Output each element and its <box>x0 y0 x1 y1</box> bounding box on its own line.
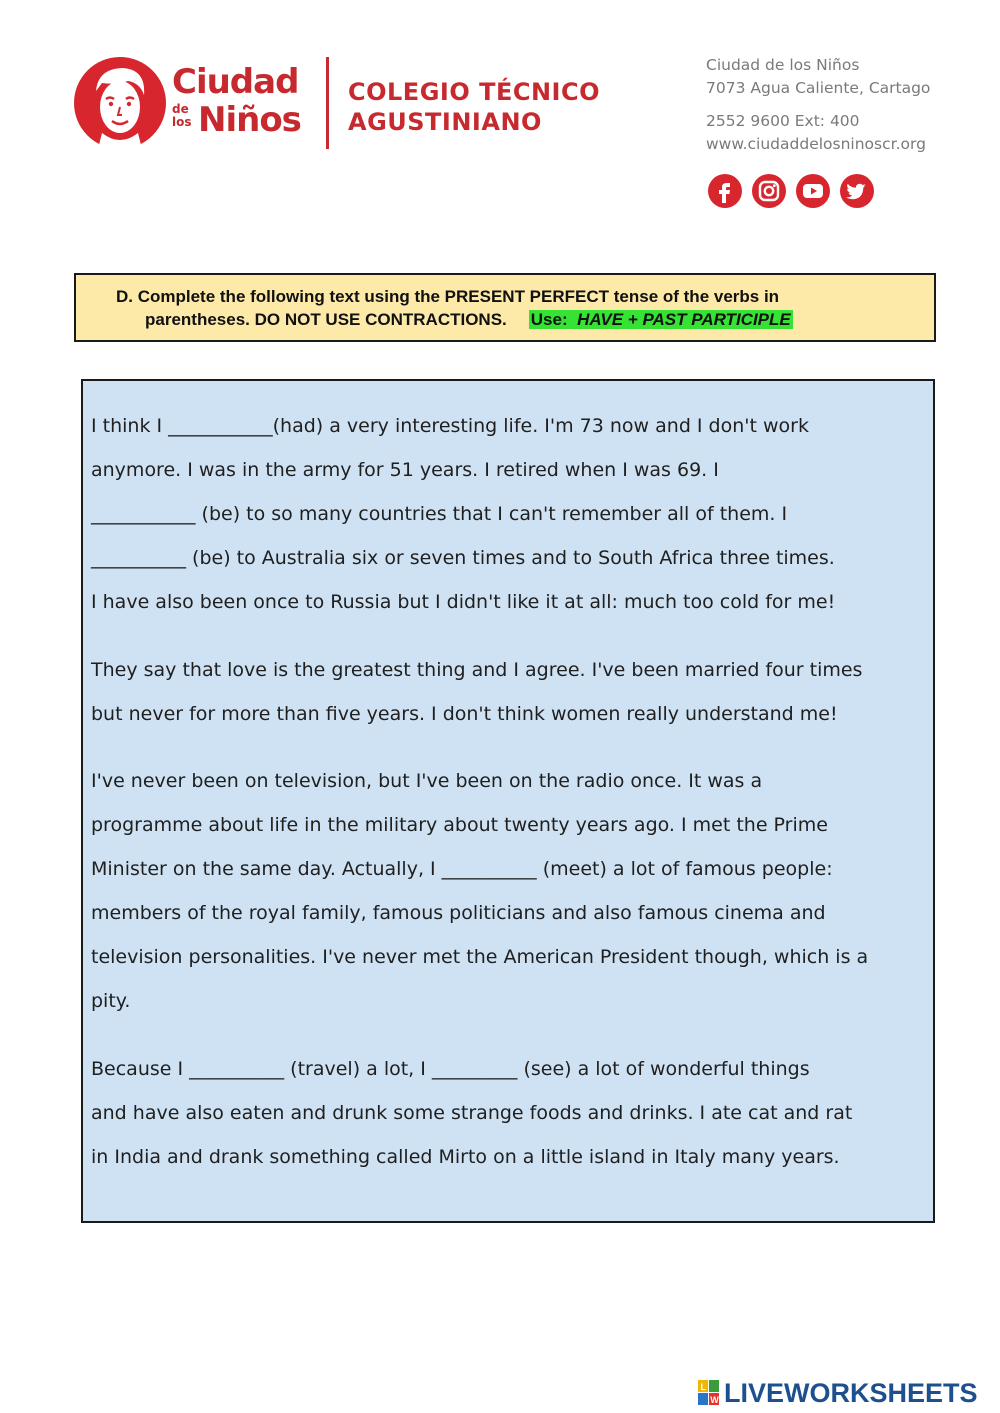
text-line: They say that love is the greatest thing and I agree. I've been married four times <box>91 659 863 681</box>
paragraph-2 <box>91 648 929 736</box>
contact-info <box>706 54 986 156</box>
school-logo <box>72 55 612 155</box>
facebook-icon[interactable] <box>708 174 742 208</box>
text-line: pity. <box>91 990 131 1012</box>
liveworksheets-logo-icon <box>698 1380 720 1406</box>
twitter-icon[interactable] <box>840 174 874 208</box>
text-line: and have also eaten and drunk some strange foods and drinks. I ate cat and rat <box>91 1102 853 1124</box>
school-name <box>348 77 600 137</box>
boy-face-logo-icon <box>72 55 168 151</box>
text-line: anymore. I was in the army for 51 years. I retired when I was 69. I <box>91 459 719 481</box>
contact-website[interactable]: www.ciudaddelosninoscr.org <box>706 135 926 153</box>
brand-mark-letter: L <box>700 1382 706 1392</box>
logo-de-text: de <box>172 102 189 116</box>
text-line-with-blank: __________ (be) to Australia six or seven times and to South Africa three times. <box>91 547 835 569</box>
instruction-box <box>74 273 936 342</box>
paragraph-1 <box>91 404 929 624</box>
text-line: television personalities. I've never met the American President though, which is a <box>91 946 869 968</box>
use-formula-highlight <box>529 310 793 329</box>
school-name-line2: AGUSTINIANO <box>348 108 542 136</box>
text-line-with-blank: Because I __________ (travel) a lot, I _________ (see) a lot of wonderful things <box>91 1058 810 1080</box>
text-line: programme about life in the military about twenty years ago. I met the Prime <box>91 814 828 836</box>
paragraph-4 <box>91 1047 929 1179</box>
reading-passage-box <box>81 379 935 1223</box>
contact-phone: 2552 9600 Ext: 400 <box>706 112 860 130</box>
contact-name: Ciudad de los Niños <box>706 56 860 74</box>
instruction-line-2 <box>145 310 793 330</box>
logo-divider <box>326 57 329 149</box>
instruction-line-1: D. Complete the following text using the PRESENT PERFECT tense of the verbs in <box>116 287 780 306</box>
logo-los-text: los <box>172 115 192 129</box>
contact-address: 7073 Agua Caliente, Cartago <box>706 79 931 97</box>
use-label: Use: <box>530 310 568 329</box>
youtube-icon[interactable] <box>796 174 830 208</box>
instruction-line-2-text: parentheses. DO NOT USE CONTRACTIONS. <box>145 310 507 329</box>
brand-mark-letter: W <box>710 1395 719 1405</box>
school-name-line1: COLEGIO TÉCNICO <box>348 78 600 106</box>
text-line-with-blank: ___________ (be) to so many countries that I can't remember all of them. I <box>91 503 788 525</box>
social-links <box>708 174 874 208</box>
liveworksheets-wordmark: LIVEWORKSHEETS <box>724 1377 978 1408</box>
text-line: I've never been on television, but I've been on the radio once. It was a <box>91 770 763 792</box>
use-formula: HAVE + PAST PARTICIPLE <box>577 310 791 329</box>
text-line-with-blank: Minister on the same day. Actually, I __________ (meet) a lot of famous people: <box>91 858 833 880</box>
text-line: I have also been once to Russia but I didn't like it at all: much too cold for me! <box>91 591 836 613</box>
logo-ninos-text: Niños <box>198 100 301 140</box>
text-line: members of the royal family, famous politicians and also famous cinema and <box>91 902 826 924</box>
text-line: but never for more than five years. I don't think women really understand me! <box>91 703 838 725</box>
text-line: in India and drank something called Mirto on a little island in Italy many years. <box>91 1146 840 1168</box>
text-line-with-blank: I think I ___________(had) a very interesting life. I'm 73 now and I don't work <box>91 415 809 437</box>
paragraph-3 <box>91 759 929 1023</box>
liveworksheets-brand <box>698 1378 978 1408</box>
instagram-icon[interactable] <box>752 174 786 208</box>
logo-ciudad-text: Ciudad <box>172 62 299 102</box>
